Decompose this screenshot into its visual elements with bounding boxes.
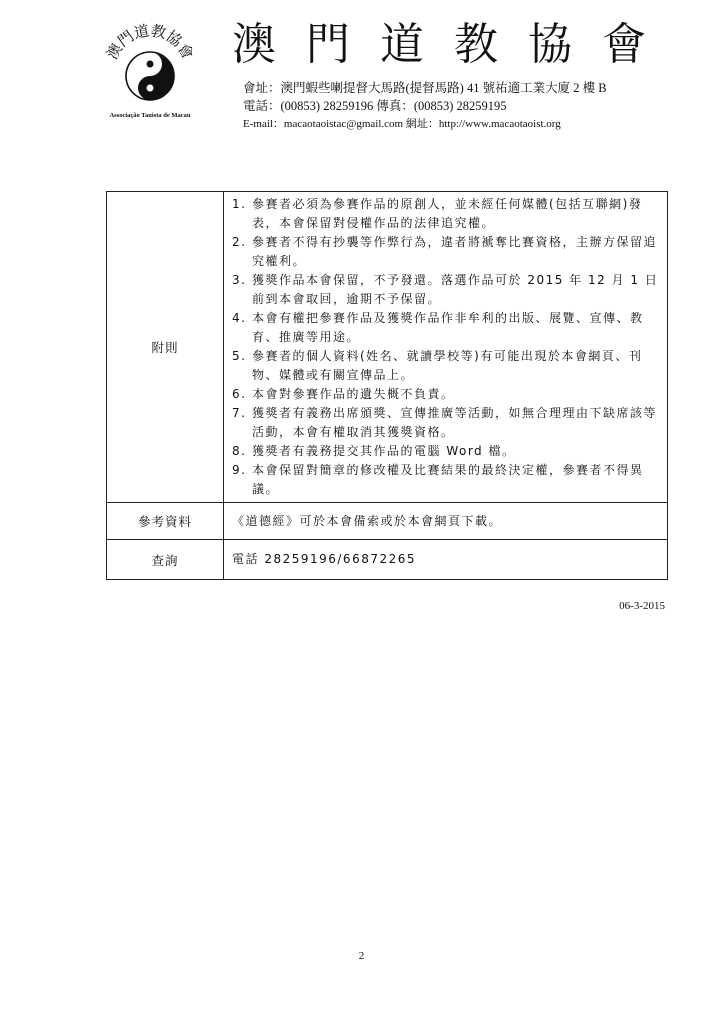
list-item xyxy=(232,271,659,309)
table-row xyxy=(107,503,668,540)
list-item xyxy=(232,404,659,442)
list-item xyxy=(232,233,659,271)
clause-number: 3. xyxy=(232,273,247,287)
list-item xyxy=(232,385,659,404)
row-label-inquiry: 查詢 xyxy=(107,540,224,580)
clause-text: 參賽者不得有抄襲等作弊行為，違者將褫奪比賽資格，主辦方保留追究權利。 xyxy=(252,235,658,268)
address-line: 會址：澳門蝦些喇提督大馬路(提督馬路) 41 號祐適工業大廈 2 樓 B xyxy=(243,81,607,95)
seal-text: 澳門道教協會 xyxy=(102,21,198,63)
clause-list xyxy=(232,195,659,499)
clause-number: 5. xyxy=(232,349,247,363)
clause-number: 8. xyxy=(232,444,247,458)
row-label-appendix: 附則 xyxy=(107,192,224,503)
list-item xyxy=(232,442,659,461)
clause-number: 6. xyxy=(232,387,247,401)
inquiry-phone-text: 電話 28259196/66872265 xyxy=(224,540,668,580)
clause-number: 1. xyxy=(232,197,247,211)
clause-number: 7. xyxy=(232,406,247,420)
page-number: 2 xyxy=(358,950,365,962)
list-item xyxy=(232,195,659,233)
row-label-references: 參考資料 xyxy=(107,503,224,540)
clause-text: 本會對參賽作品的遺失概不負責。 xyxy=(252,387,455,401)
references-text: 《道德經》可於本會備索或於本會網頁下載。 xyxy=(224,503,668,540)
appendix-clauses xyxy=(224,192,668,503)
rules-table xyxy=(106,191,668,580)
clause-text: 參賽者必須為參賽作品的原創人，並未經任何媒體(包括互聯網)發表，本會保留對侵權作品的法律追究權。 xyxy=(252,197,643,230)
document-date: 06-3-2015 xyxy=(619,600,665,612)
clause-number: 4. xyxy=(232,311,247,325)
organization-title: 澳門道教協會 xyxy=(232,19,676,70)
clause-text: 獲獎者有義務提交其作品的電腦 Word 檔。 xyxy=(252,444,516,458)
clause-text: 獲獎者有義務出席頒獎、宣傳推廣等活動，如無合理理由下缺席該等活動，本會有權取消其獲獎資格。 xyxy=(252,406,658,439)
clause-number: 9. xyxy=(232,463,247,477)
org-logo xyxy=(100,14,200,126)
phone-fax-line: 電話：(00853) 28259196 傳真：(00853) 28259195 xyxy=(243,99,507,113)
clause-text: 本會有權把參賽作品及獲獎作品作非牟利的出版、展覽、宣傳、教育、推廣等用途。 xyxy=(252,311,644,344)
logo-caption: Associação Tauista de Macau xyxy=(109,112,191,119)
list-item xyxy=(232,347,659,385)
clause-text: 本會保留對簡章的修改權及比賽結果的最終決定權，參賽者不得異議。 xyxy=(252,463,644,496)
list-item xyxy=(232,461,659,499)
email-website-line: E-mail：macaotaoistac@gmail.com 網址：http://www.macaotaoist.org xyxy=(243,118,561,130)
clause-number: 2. xyxy=(232,235,247,249)
clause-text: 獲獎作品本會保留，不予發還。落選作品可於 2015 年 12 月 1 日前到本會取回，逾期不予保留。 xyxy=(252,273,659,306)
list-item xyxy=(232,309,659,347)
yin-yang-seal-icon xyxy=(100,14,200,114)
table-row xyxy=(107,192,668,503)
clause-text: 參賽者的個人資料(姓名、就讀學校等)有可能出現於本會網頁、刊物、媒體或有關宣傳品上。 xyxy=(252,349,643,382)
table-row xyxy=(107,540,668,580)
